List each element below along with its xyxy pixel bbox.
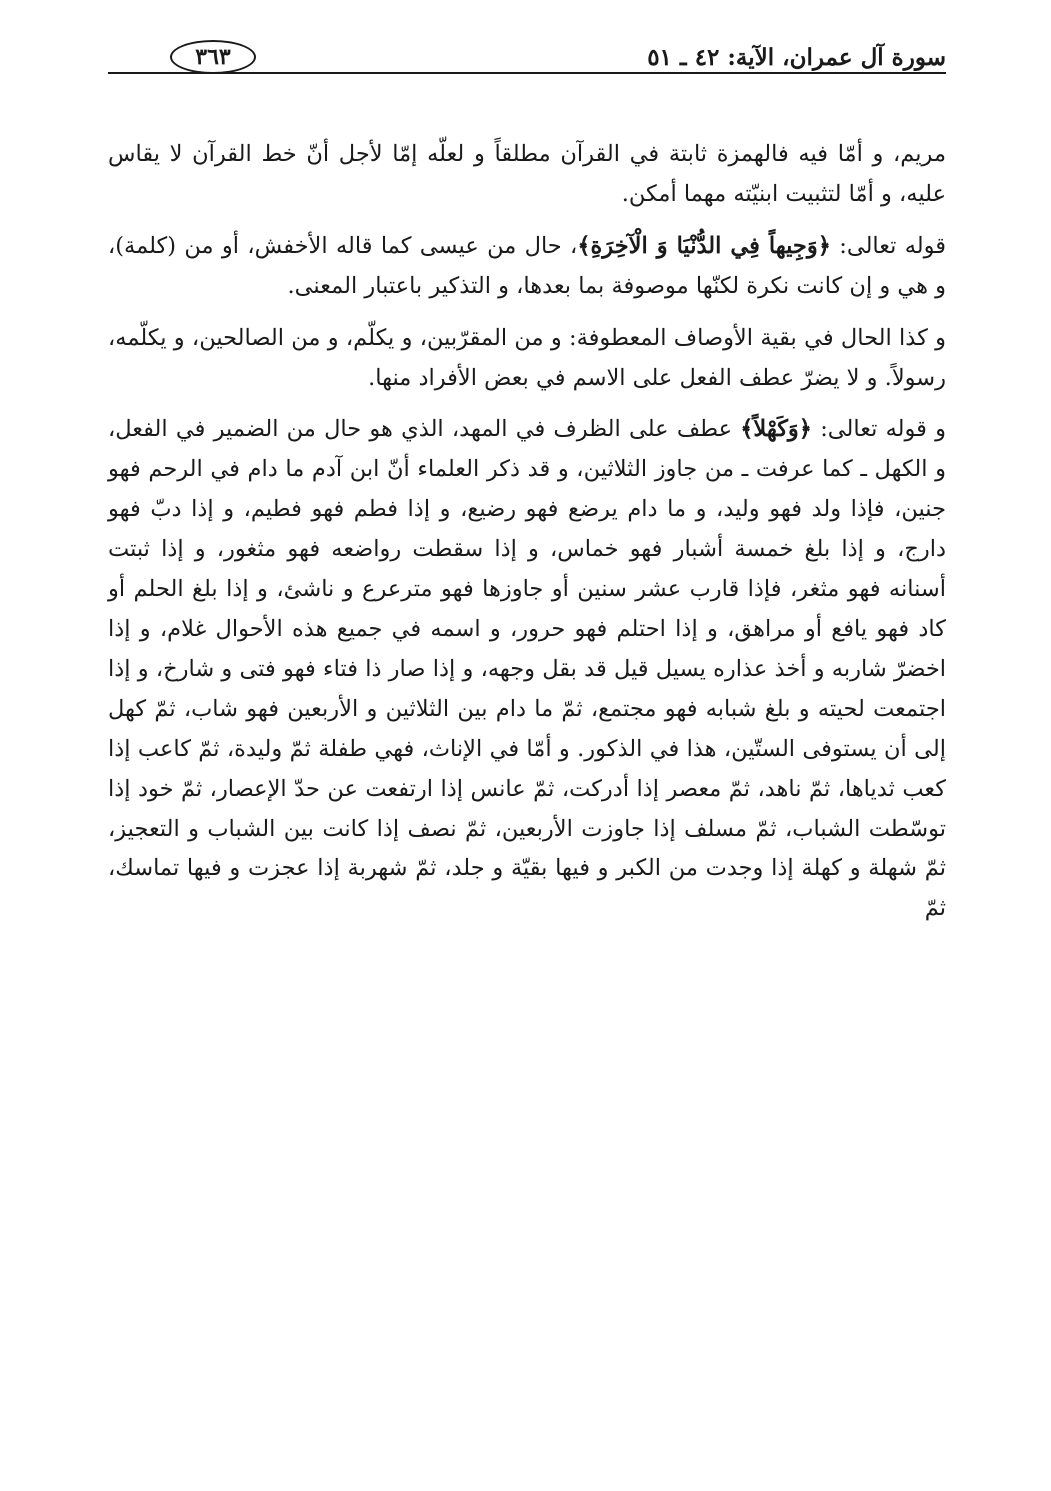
header-rule	[108, 72, 946, 74]
paragraph-4	[108, 410, 946, 929]
paragraph-4-body: عطف على الظرف في المهد، الذي هو حال من الضمير في الفعل، و الكهل ـ كما عرفت ـ من جاوز الثلاثين، و قد ذكر العلماء أنّ ابن آدم ما دام في الرحم فهو جنين، فإذا ولد فهو وليد، و ما دام يرضع فهو رضيع، و إذا فطم فهو فطيم، و إذا دبّ فهو دارج، و إذا بلغ خمسة أشبار فهو خماس، و إذا سقطت رواضعه فهو مثغور، و إذا ثبتت أسنانه فهو مثغر، فإذا قارب عشر سنين أو جاوزها فهو مترعرع و ناشئ، و إذا بلغ الحلم أو كاد فهو يافع أو مراهق، و إذا احتلم فهو حرور، و اسمه في جميع هذه الأحوال غلام، و إذا اخضرّ شاربه و أخذ عذاره يسيل قيل قد بقل وجهه، و إذا صار ذا فتاء فهو فتى و شارخ، و إذا اجتمعت لحيته و بلغ شبابه فهو مجتمع، ثمّ ما دام بين الثلاثين و الأربعين فهو شاب، ثمّ كهل إلى أن يستوفى الستّين، هذا في الذكور. و أمّا في الإناث، فهي طفلة ثمّ وليدة، ثمّ كاعب إذا كعب ثدياها، ثمّ ناهد، ثمّ معصر إذا أدركت، ثمّ عانس إذا ارتفعت عن حدّ الإعصار، ثمّ خود إذا توسّطت الشباب، ثمّ مسلف إذا جاوزت الأربعين، ثمّ نصف إذا كانت بين الشباب و التعجيز، ثمّ شهلة و كهلة إذا وجدت من الكبر و فيها بقيّة و جلد، ثمّ شهربة إذا عجزت و فيها تماسك، ثمّ	[108, 416, 946, 922]
paragraph-2-intro: قوله تعالى:	[830, 232, 947, 259]
paragraph-2-body: ، حال من عيسى كما قاله الأخفش، أو من (كلمة)، و هي و إن كانت نكرة لكنّها موصوفة بما بعدها، و التذكير باعتبار المعنى.	[108, 232, 946, 299]
body-text	[108, 135, 946, 929]
quran-quote: ﴿وَجِيهاً فِي الدُّنْيَا وَ الْآخِرَةِ﴾	[577, 232, 831, 259]
page-header	[108, 40, 946, 80]
running-title: سورة آل عمران، الآية: ٤٢ ـ ٥١	[647, 44, 946, 71]
quran-quote: ﴿وَكَهْلاً﴾	[740, 416, 812, 443]
paragraph-1: مريم، و أمّا فيه فالهمزة ثابتة في القرآن مطلقاً و لعلّه إمّا لأجل أنّ خط القرآن لا يقاس عليه، و أمّا لتثبيت ابنيّته مهما أمكن.	[108, 141, 946, 207]
paragraph-4-intro: و قوله تعالى:	[811, 416, 946, 443]
paragraph-2	[108, 227, 946, 307]
page-number: ٣٦٣	[170, 40, 256, 74]
paragraph-3: و كذا الحال في بقية الأوصاف المعطوفة: و من المقرّبين، و يكلّم، و من الصالحين، و يكلّمه، رسولاً. و لا يضرّ عطف الفعل على الاسم في بعض الأفراد منها.	[108, 324, 946, 391]
